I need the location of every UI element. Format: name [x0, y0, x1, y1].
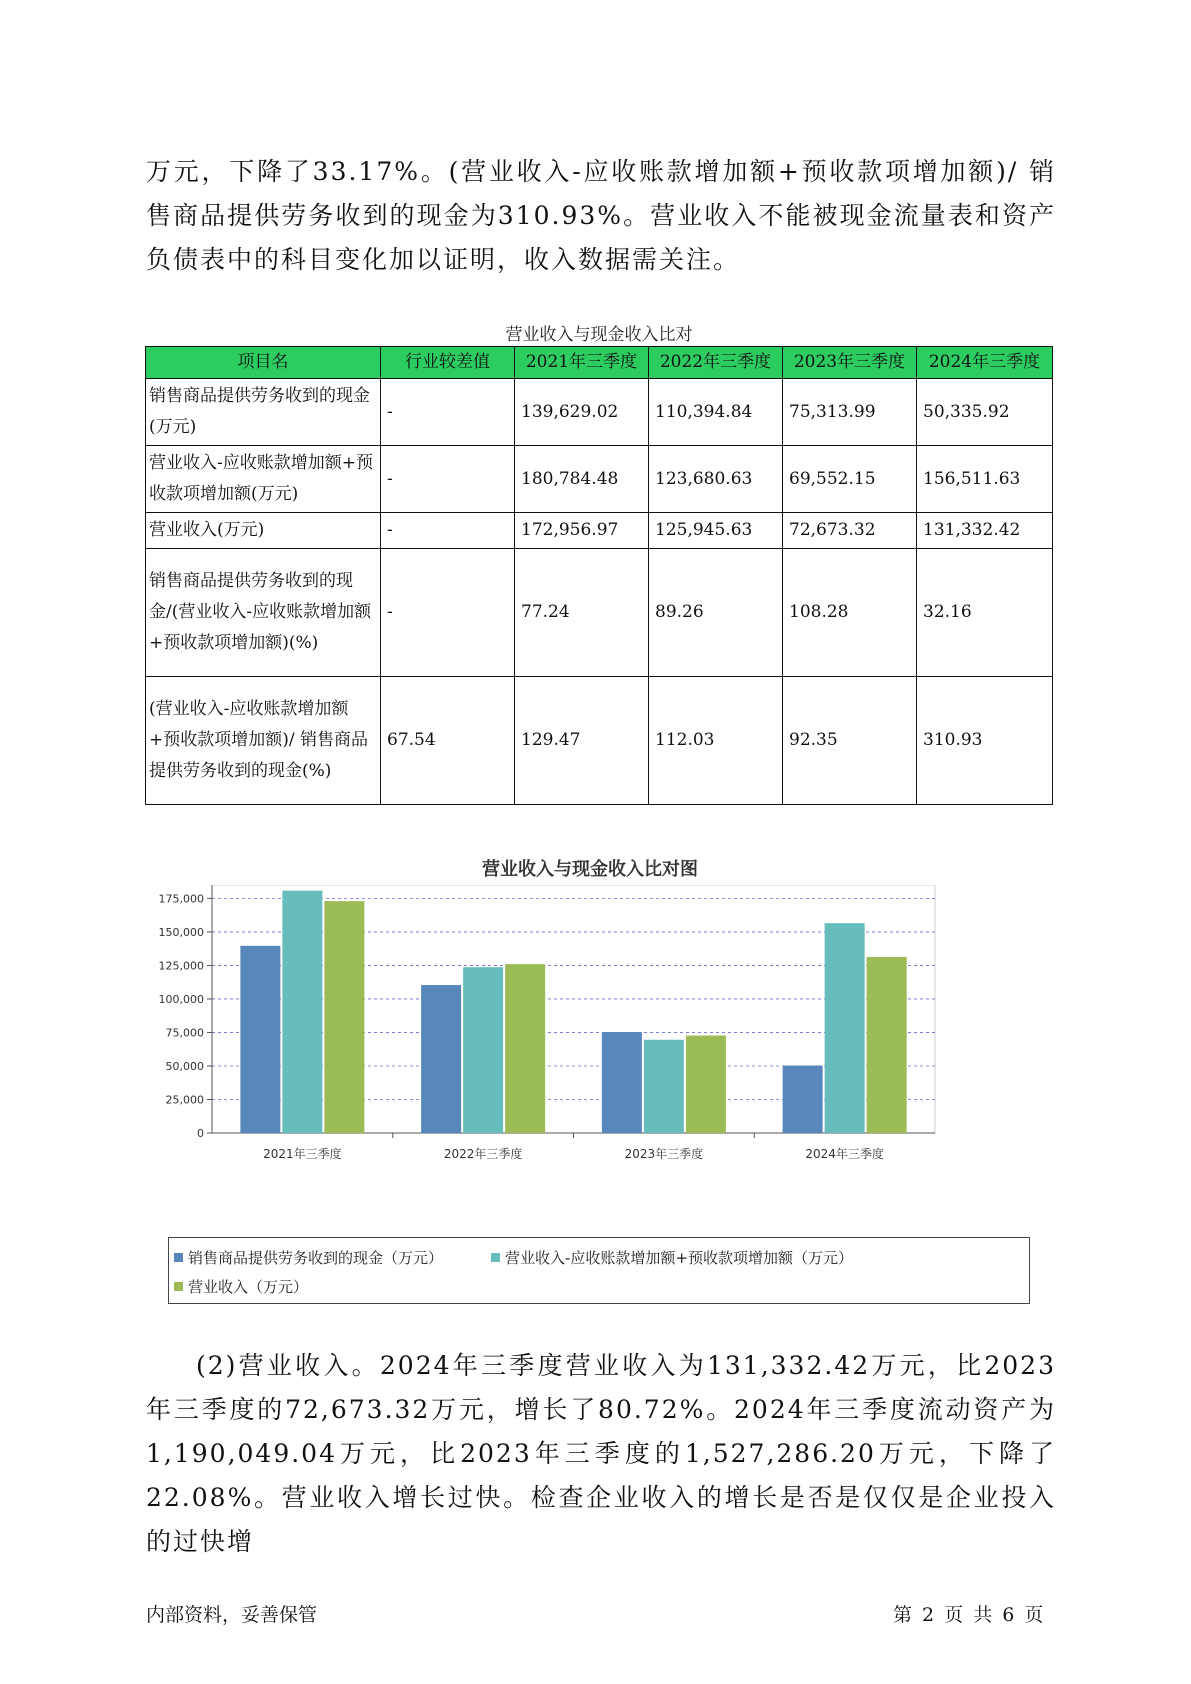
- chart-plot: [150, 885, 1030, 1265]
- y-tick-label: 25,000: [165, 1093, 204, 1107]
- table-cell: 50,335.92: [917, 379, 1053, 446]
- table-cell: 92.35: [783, 677, 917, 805]
- table-cell: -: [381, 446, 515, 513]
- table-cell: 67.54: [381, 677, 515, 805]
- y-tick-label: 150,000: [158, 925, 204, 939]
- table-cell: 139,629.02: [515, 379, 649, 446]
- table-row: [146, 379, 1053, 446]
- table-cell: -: [381, 513, 515, 549]
- header-cell: 2021年三季度: [515, 347, 649, 379]
- legend-label: 营业收入-应收账款增加额+预收款项增加额（万元）: [505, 1249, 853, 1267]
- table-cell: -: [381, 549, 515, 677]
- comparison-table: [145, 346, 1053, 805]
- y-tick-label: 100,000: [158, 992, 204, 1006]
- y-tick-label: 175,000: [158, 892, 204, 906]
- legend-swatch: [174, 1282, 183, 1291]
- bar-2-1: [282, 891, 322, 1133]
- table-cell: 32.16: [917, 549, 1053, 677]
- table-cell: 89.26: [649, 549, 783, 677]
- bar-1-3: [602, 1032, 642, 1133]
- y-tick-label: 0: [197, 1127, 204, 1140]
- table-cell: 112.03: [649, 677, 783, 805]
- table-row: [146, 549, 1053, 677]
- table-cell: 125,945.63: [649, 513, 783, 549]
- table-cell: 123,680.63: [649, 446, 783, 513]
- y-tick-label: 125,000: [158, 959, 204, 973]
- bar-2-2: [463, 967, 503, 1133]
- body-paragraph-bottom: (2)营业收入。2024年三季度营业收入为131,332.42万元，比2023年三季度的72,673.32万元，增长了80.72%。2024年三季度流动资产为1,190,049.04万元，比2023年三季度的1,527,286.20万元，下降了22.08%。营业收入增长过快。检查企业收入的增长是否是仅仅是企业投入的过快增: [146, 1351, 1056, 1556]
- bar-2-3: [644, 1040, 684, 1133]
- table-row: [146, 446, 1053, 513]
- bar-3-2: [505, 964, 545, 1133]
- table-header-row: [146, 347, 1053, 379]
- bar-3-4: [867, 957, 907, 1133]
- legend-item-adjusted-revenue: [491, 1247, 853, 1268]
- table-cell: 156,511.63: [917, 446, 1053, 513]
- row-label: 销售商品提供劳务收到的现金/(营业收入-应收账款增加额+预收款项增加额)(%): [146, 549, 381, 677]
- x-tick-label: 2021年三季度: [263, 1147, 342, 1161]
- legend-label: 销售商品提供劳务收到的现金（万元）: [188, 1249, 444, 1267]
- table-cell: 77.24: [515, 549, 649, 677]
- row-label: 销售商品提供劳务收到的现金(万元): [146, 379, 381, 446]
- bar-1-4: [783, 1066, 823, 1133]
- bar-2-4: [825, 923, 865, 1133]
- header-cell: 项目名: [146, 347, 381, 379]
- bar-1-1: [240, 946, 280, 1133]
- body-paragraph-top: 万元，下降了33.17%。(营业收入-应收账款增加额+预收款项增加额)/ 销售商品提供劳务收到的现金为310.93%。营业收入不能被现金流量表和资产负债表中的科目变化加以证明，收入数据需关注。: [146, 157, 1056, 274]
- table-cell: 180,784.48: [515, 446, 649, 513]
- header-cell: 2024年三季度: [917, 347, 1053, 379]
- row-label: (营业收入-应收账款增加额+预收款项增加额)/ 销售商品提供劳务收到的现金(%): [146, 677, 381, 805]
- footer-page-number: 第 2 页 共 6 页: [893, 1604, 1044, 1626]
- table-cell: 129.47: [515, 677, 649, 805]
- row-label: 营业收入(万元): [146, 513, 381, 549]
- legend-swatch: [491, 1253, 500, 1262]
- legend-item-cash: [174, 1247, 443, 1268]
- header-cell: 2022年三季度: [649, 347, 783, 379]
- table-cell: 110,394.84: [649, 379, 783, 446]
- row-label: 营业收入-应收账款增加额+预收款项增加额(万元): [146, 446, 381, 513]
- table-row: [146, 677, 1053, 805]
- footer-confidential-note: 内部资料，妥善保管: [146, 1604, 318, 1626]
- header-cell: 2023年三季度: [783, 347, 917, 379]
- chart-legend: [168, 1237, 1030, 1304]
- bar-1-2: [421, 985, 461, 1133]
- table-cell: 310.93: [917, 677, 1053, 805]
- header-cell: 行业较差值: [381, 347, 515, 379]
- y-tick-label: 50,000: [165, 1059, 204, 1073]
- table-cell: 108.28: [783, 549, 917, 677]
- y-tick-label: 75,000: [165, 1026, 204, 1040]
- table-caption: 营业收入与现金收入比对: [505, 325, 693, 345]
- table-cell: -: [381, 379, 515, 446]
- legend-swatch: [174, 1253, 183, 1262]
- bar-3-1: [324, 901, 364, 1133]
- x-tick-label: 2023年三季度: [624, 1147, 704, 1161]
- table-cell: 75,313.99: [783, 379, 917, 446]
- x-tick-label: 2024年三季度: [805, 1147, 884, 1161]
- table-cell: 131,332.42: [917, 513, 1053, 549]
- table-row: [146, 513, 1053, 549]
- bar-3-3: [686, 1036, 726, 1133]
- legend-item-revenue: [174, 1276, 308, 1297]
- x-tick-label: 2022年三季度: [443, 1147, 523, 1161]
- table-cell: 69,552.15: [783, 446, 917, 513]
- table-cell: 172,956.97: [515, 513, 649, 549]
- legend-label: 营业收入（万元）: [188, 1278, 309, 1296]
- table-cell: 72,673.32: [783, 513, 917, 549]
- chart-title: 营业收入与现金收入比对图: [482, 859, 698, 880]
